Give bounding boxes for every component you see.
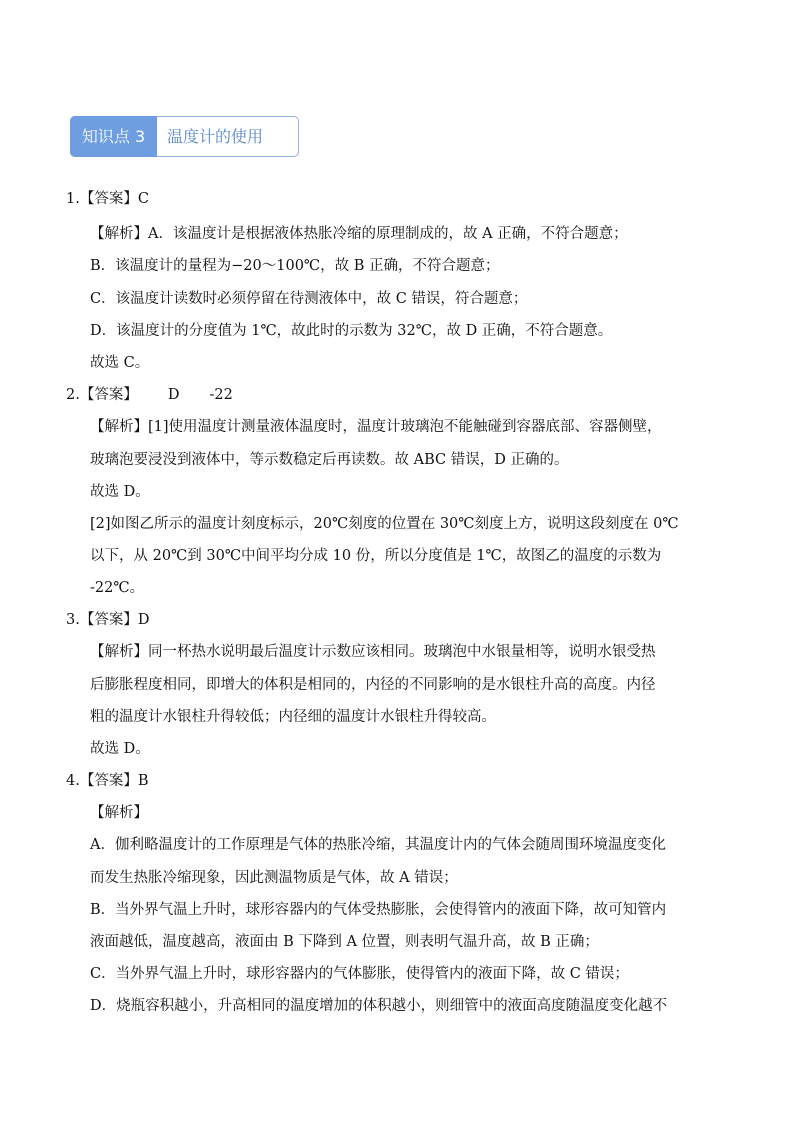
analysis-4-line-7: D．烧瓶容积越小，升高相同的温度增加的体积越小，则细管中的液面高度随温度变化越不	[90, 998, 668, 1014]
analysis-3-line-2: 后膨胀程度相同，即增大的体积是相同的，内径的不同影响的是水银柱升高的高度。内径	[90, 677, 656, 693]
answer-3: 3.【答案】D	[66, 612, 150, 628]
knowledge-point-tag: 知识点 3	[70, 116, 157, 157]
analysis-4-line-6: C．当外界气温上升时，球形容器内的气体膨胀，使得管内的液面下降，故 C 错误；	[90, 966, 629, 982]
analysis-4-line-1: 【解析】	[90, 805, 148, 821]
section-title: 温度计的使用	[167, 127, 264, 146]
analysis-4-line-2: A．伽利略温度计的工作原理是气体的热胀冷缩，其温度计内的气体会随周围环境温度变化	[90, 837, 666, 853]
analysis-3-line-1: 【解析】同一杯热水说明最后温度计示数应该相同。玻璃泡中水银量相等，说明水银受热	[90, 644, 656, 660]
analysis-2-line-4: [2]如图乙所示的温度计刻度标示，20℃刻度的位置在 30℃刻度上方，说明这段刻度在 0℃	[90, 516, 679, 532]
answer-2-label: 2.【答案】	[66, 387, 138, 403]
analysis-2-line-2: 玻璃泡要浸没到液体中，等示数稳定后再读数。故 ABC 错误，D 正确的。	[90, 452, 569, 468]
analysis-4-line-3: 而发生热胀冷缩现象，因此测温物质是气体，故 A 错误；	[90, 870, 458, 886]
analysis-3-line-3: 粗的温度计水银柱升得较低；内径细的温度计水银柱升得较高。	[90, 709, 496, 725]
analysis-1-line-1: 【解析】A．该温度计是根据液体热胀冷缩的原理制成的，故 A 正确，不符合题意；	[90, 226, 628, 242]
analysis-1-line-2: B．该温度计的量程为−20～100℃，故 B 正确，不符合题意；	[90, 258, 500, 274]
answer-2	[66, 385, 233, 405]
section-header	[70, 116, 299, 157]
analysis-4-line-4: B．当外界气温上升时，球形容器内的气体受热膨胀，会使得管内的液面下降，故可知管内	[90, 902, 667, 918]
analysis-1-line-4: D．该温度计的分度值为 1℃，故此时的示数为 32℃，故 D 正确，不符合题意。	[90, 323, 613, 339]
analysis-1-line-5: 故选 C。	[90, 355, 150, 371]
analysis-1-line-3: C．该温度计读数时必须停留在待测液体中，故 C 错误，符合题意；	[90, 291, 528, 307]
analysis-4-line-5: 液面越低，温度越高，液面由 B 下降到 A 位置，则表明气温升高，故 B 正确；	[90, 934, 599, 950]
answer-1: 1.【答案】C	[66, 191, 149, 207]
analysis-2-line-5: 以下，从 20℃到 30℃中间平均分成 10 份，所以分度值是 1℃，故图乙的温度的示数为	[90, 548, 662, 564]
answer-2-part-1: D	[167, 387, 180, 403]
analysis-3-line-4: 故选 D。	[90, 741, 150, 757]
analysis-2-line-6: -22℃。	[90, 580, 145, 596]
analysis-2-line-1: 【解析】[1]使用温度计测量液体温度时，温度计玻璃泡不能触碰到容器底部、容器侧壁，	[90, 419, 662, 435]
answer-4: 4.【答案】B	[66, 773, 149, 789]
analysis-2-line-3: 故选 D。	[90, 484, 150, 500]
answer-2-part-2: -22	[209, 387, 233, 403]
